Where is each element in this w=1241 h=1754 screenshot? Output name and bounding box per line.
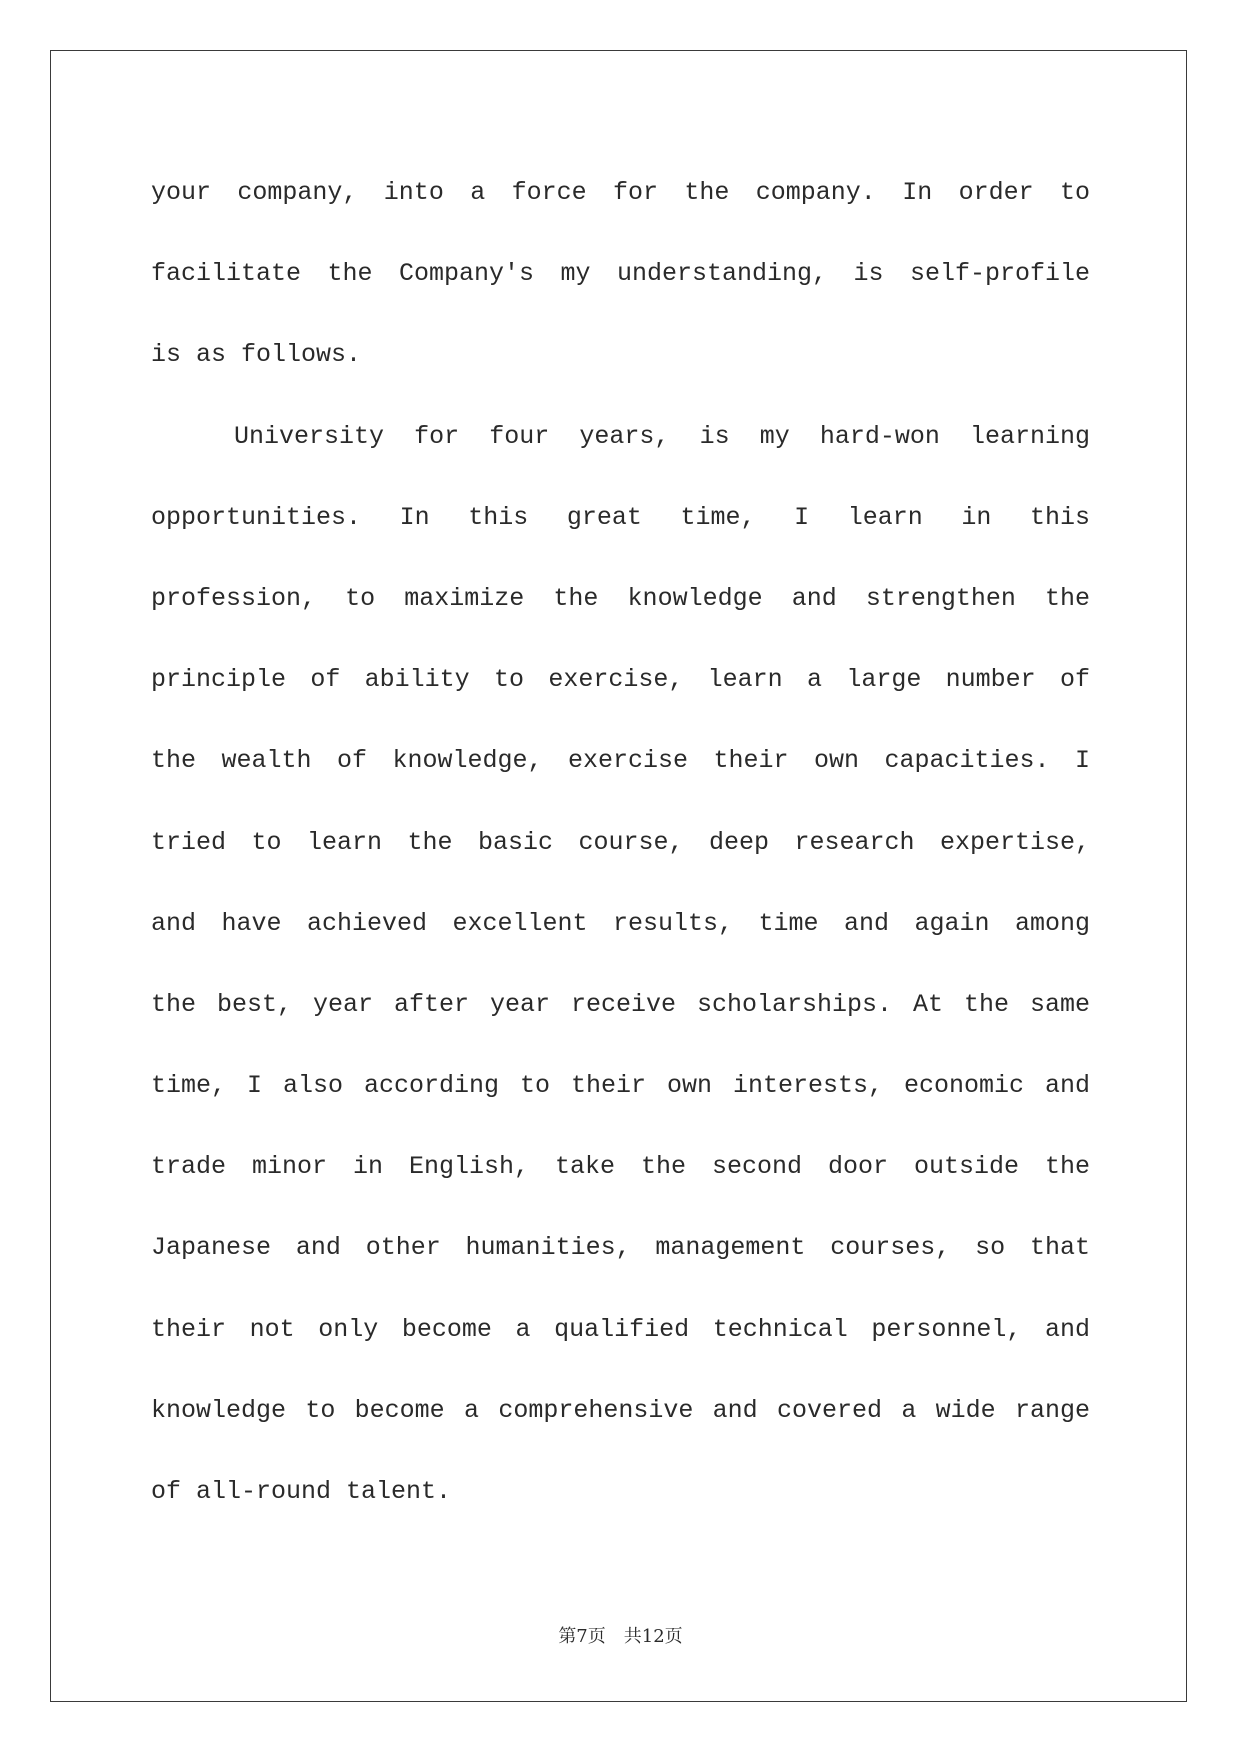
text-line: principle of ability to exercise, learn a large number of	[151, 665, 1090, 695]
text-line: the best, year after year receive scholarships. At the same	[151, 989, 1090, 1019]
paragraph	[151, 152, 1090, 396]
text-line: time, I also according to their own interests, economic and	[151, 1071, 1090, 1101]
current-page-label: 第7页	[558, 1626, 606, 1647]
text-line: and have achieved excellent results, time and again among	[151, 908, 1090, 938]
text-line: profession, to maximize the knowledge and strengthen the	[151, 583, 1090, 613]
text-line: trade minor in English, take the second door outside the	[151, 1152, 1090, 1182]
document-body	[151, 152, 1090, 1532]
total-pages-label: 共12页	[623, 1626, 683, 1647]
text-line: opportunities. In this great time, I learn in this	[151, 502, 1090, 532]
text-line: your company, into a force for the company. In order to	[151, 178, 1090, 207]
text-line: knowledge to become a comprehensive and covered a wide range	[151, 1395, 1090, 1425]
text-line: University for four years, is my hard-won learning	[234, 421, 1090, 451]
text-line: tried to learn the basic course, deep research expertise,	[151, 827, 1090, 857]
paragraph	[151, 396, 1090, 1533]
text-line: their not only become a qualified technical personnel, and	[151, 1314, 1090, 1344]
text-line: is as follows.	[151, 340, 362, 370]
text-line: Japanese and other humanities, management courses, so that	[151, 1233, 1090, 1263]
page-footer	[0, 1624, 1241, 1650]
text-line: the wealth of knowledge, exercise their own capacities. I	[151, 746, 1090, 776]
text-line: of all-round talent.	[151, 1477, 452, 1506]
text-line: facilitate the Company's my understanding, is self-profile	[151, 259, 1090, 289]
